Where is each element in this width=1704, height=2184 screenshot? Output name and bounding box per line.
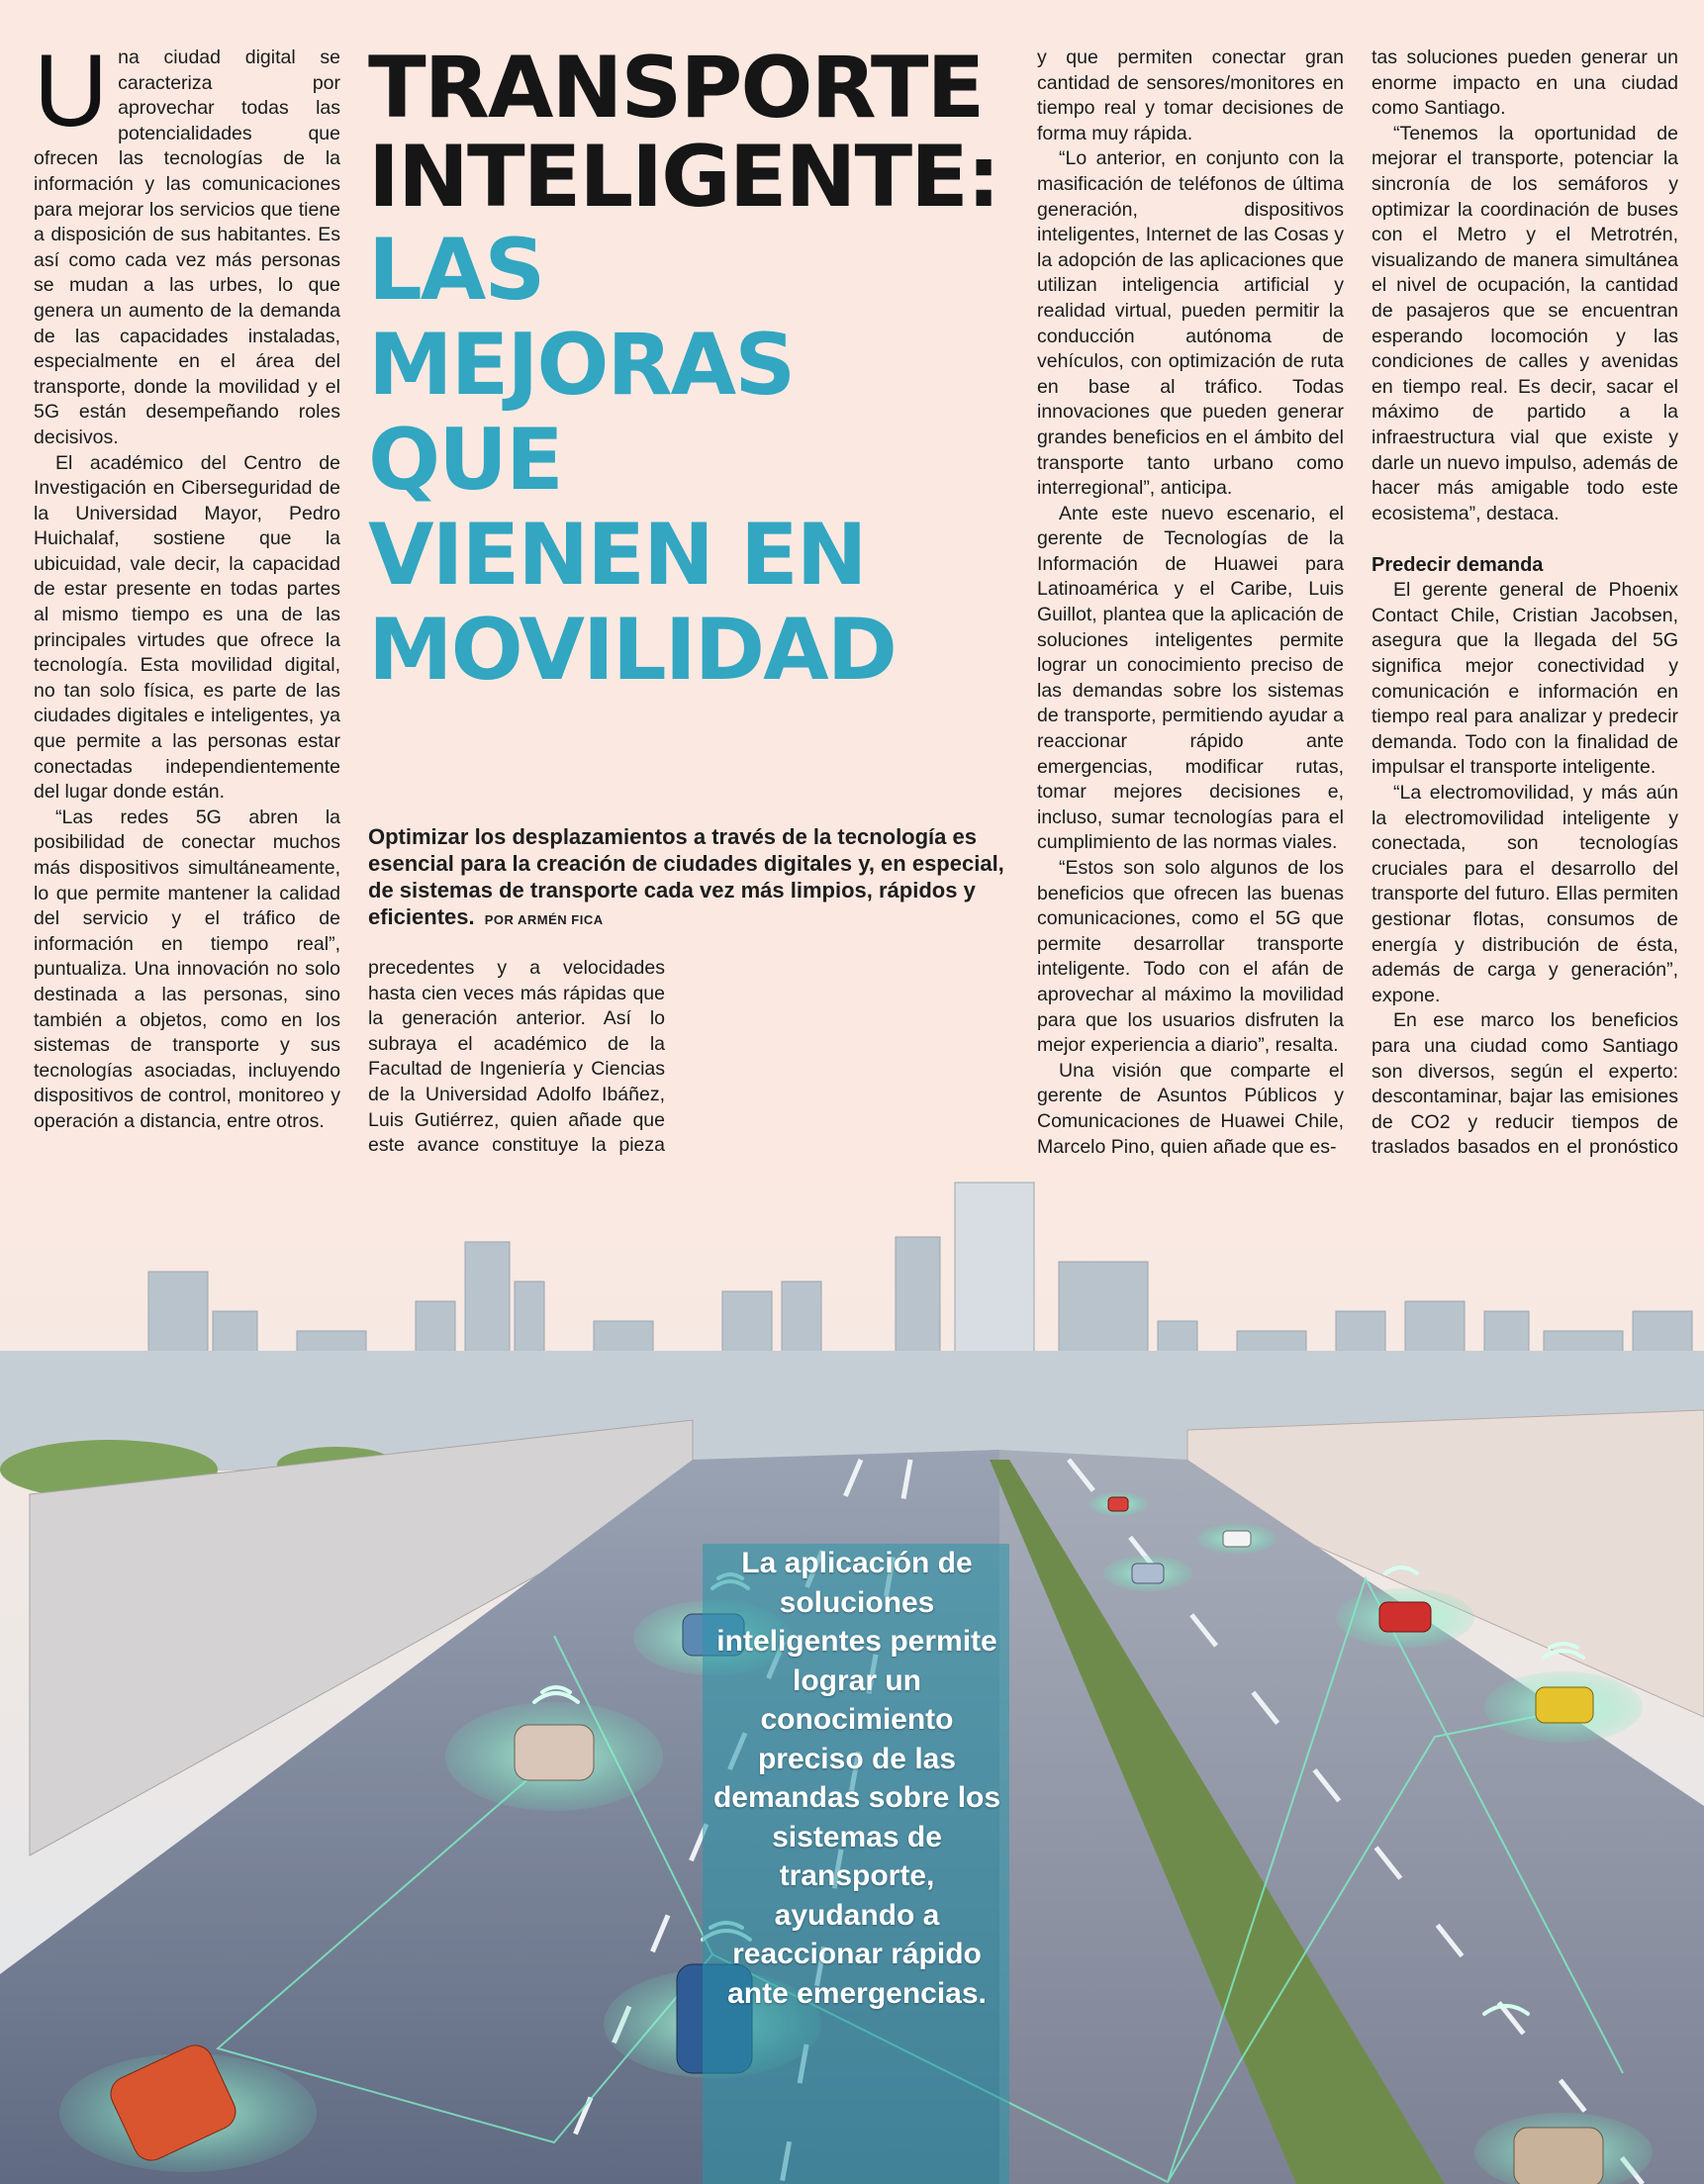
callout-quote: La aplicación de soluciones inteligentes permite lograr un conocimiento preciso de las demandas sobre los sistemas de transporte, ayudando a reaccionar rápido ante emergencias.	[712, 1547, 1001, 2010]
article-paragraph: El académico del Centro de Investigación en Ciberseguridad de la Universidad Mayor, Pedro Huichalaf, sostiene que la ubicuidad, vale decir, la capacidad de estar presente en todas partes al mismo tiempo es una de las principales virtudes que ofrece la tecnología. Esta movilidad digital, no tan solo física, es parte de las ciudades digitales e inteligentes, ya que permite a las personas estar conectadas independientemente del lugar donde están.	[34, 451, 340, 804]
article-paragraph: tas soluciones pueden generar un enorme impacto en una ciudad como Santiago.	[1372, 47, 1678, 120]
headline-teal-line: QUE	[368, 411, 562, 510]
article-column-1	[34, 34, 340, 1262]
subheading-predecir-demanda: Predecir demanda	[1372, 554, 1544, 577]
article-paragraph: El gerente general de Phoenix Contact Chile, Cristian Jacobsen, asegura que la llegada del 5G significa mejor conectividad y comunicación e información en tiempo real para analizar y predecir demanda. Todo con la finalidad de impulsar el transporte inteligente.	[1372, 579, 1678, 779]
article-deck	[368, 823, 1021, 933]
headline-line-1: TRANSPORTE	[368, 39, 984, 138]
article-paragraph: “Las redes 5G abren la posibilidad de conectar muchos más dispositivos simultáneamente, lo que permite mantener la calidad del servicio y el tráfico de información en tiempo real”, puntualiza. Una innovación no solo destinada a las personas, sino también a objetos, como en los sistemas de transporte y sus tecnologías asociadas, incluyendo dispositivos de control, monitoreo y operación a distancia, entre otros.	[34, 806, 340, 1132]
article-paragraph: “Lo anterior, en conjunto con la masificación de teléfonos de última generación, dispositivos inteligentes, Internet de las Cosas y la adopción de las aplicaciones que utilizan inteligencia artificial y realidad virtual, pueden permitir la conducción autónoma de vehículos, con optimización de ruta en base al tráfico. Todas innovaciones que pueden generar grandes beneficios en el ámbito del transporte tanto urbano como interregional”, anticipa.	[1037, 147, 1344, 500]
headline	[368, 39, 1011, 700]
article-paragraph: y que permiten conectar gran cantidad de sensores/monitores en tiempo real y tomar decisiones de forma muy rápida.	[1037, 47, 1344, 144]
article-paragraph: “Estos son solo algunos de los beneficios que ofrecen las buenas comunicaciones, como el 5G que permite desarrollar transporte inteligente. Todo con el afán de aprovechar al máximo la movilidad para que los usuarios disfruten la mejor experiencia a diario”, resalta.	[1037, 857, 1344, 1057]
article-paragraph: “La electromovilidad, y más aún la electromovilidad inteligente y conectada, son tecnologías cruciales para el desarrollo del transporte del futuro. Ellas permiten gestionar flotas, consumos de energía y distribución de ésta, además de carga y generación”, expone.	[1372, 782, 1678, 1006]
deck-text: Optimizar los desplazamientos a través de la tecnología es esencial para la creación de ciudades digitales y, en especial, de sistemas de transporte cada vez más limpios, rápidos y eficientes.	[368, 824, 1004, 929]
article-paragraph: Ante este nuevo escenario, el gerente de Tecnologías de la Información de Huawei para Latinoamérica y el Caribe, Luis Guillot, plantea que la aplicación de soluciones inteligentes permite lograr un conocimiento preciso de las demandas sobre los sistemas de transporte, permitiendo ayudar a reaccionar rápido ante emergencias, modificar rutas, tomar mejores decisiones e, incluso, sumar tecnologías para el cumplimiento de las normas viales.	[1037, 502, 1344, 854]
article-paragraph: precedentes y a velocidades hasta cien veces más rápidas que la generación anterior. Así lo subraya el académico de la Facultad de Ingeniería y Ciencias de la Universidad Adolfo Ibáñez, Luis Gutiérrez, quien añade que este avance constituye la pieza	[368, 957, 665, 1157]
headline-teal-line: MEJORAS	[368, 316, 795, 415]
article-paragraph: Una visión que comparte el gerente de Asuntos Públicos y Comunicaciones de Huawei Chile, Marcelo Pino, quien añade que es-	[1037, 1059, 1344, 1158]
article-column-3	[1037, 46, 1344, 1160]
headline-teal-line: LAS	[368, 221, 544, 320]
drop-cap: U	[34, 34, 109, 148]
article-paragraph: En ese marco los beneficios para una ciudad como Santiago son diversos, según el experto: descontaminar, bajar las emisiones de CO2 y reducir tiempos de traslados basados en el pronóstico	[1372, 1009, 1678, 1159]
headline-teal-line: MOVILIDAD	[368, 601, 897, 700]
headline-teal-line: VIENEN EN	[368, 506, 866, 605]
byline: POR ARMÉN FICA	[484, 912, 604, 927]
headline-line-2: INTELIGENTE:	[368, 128, 999, 227]
paragraph-text: na ciudad digital se caracteriza por aprovechar todas las potencialidades que ofrecen las tecnologías de la información y las comunicaciones para mejorar los servicios que tiene a disposición de sus habitantes. Es así como cada vez más personas se mudan a las urbes, lo que genera un aumento de la demanda de las capacidades instaladas, especialmente en el área del transporte, donde la movilidad y el 5G están desempeñando roles decisivos.	[34, 47, 340, 448]
article-paragraph	[34, 34, 340, 451]
article-column-4	[1372, 46, 1678, 1287]
article-paragraph: “Tenemos la oportunidad de mejorar el transporte, potenciar la sincronía de los semáforos y optimizar la coordinación de buses con el Metro y el Metrotrén, visualizando de manera simultánea el nivel de ocupación, la cantidad de pasajeros que se encuentran esperando locomoción y las condiciones de calles y avenidas en tiempo real. Es decir, sacar el máximo de partido a la infraestructura vial que existe y darle un nuevo impulso, además de hacer más amigable todo este ecosistema”, destaca.	[1372, 122, 1678, 524]
